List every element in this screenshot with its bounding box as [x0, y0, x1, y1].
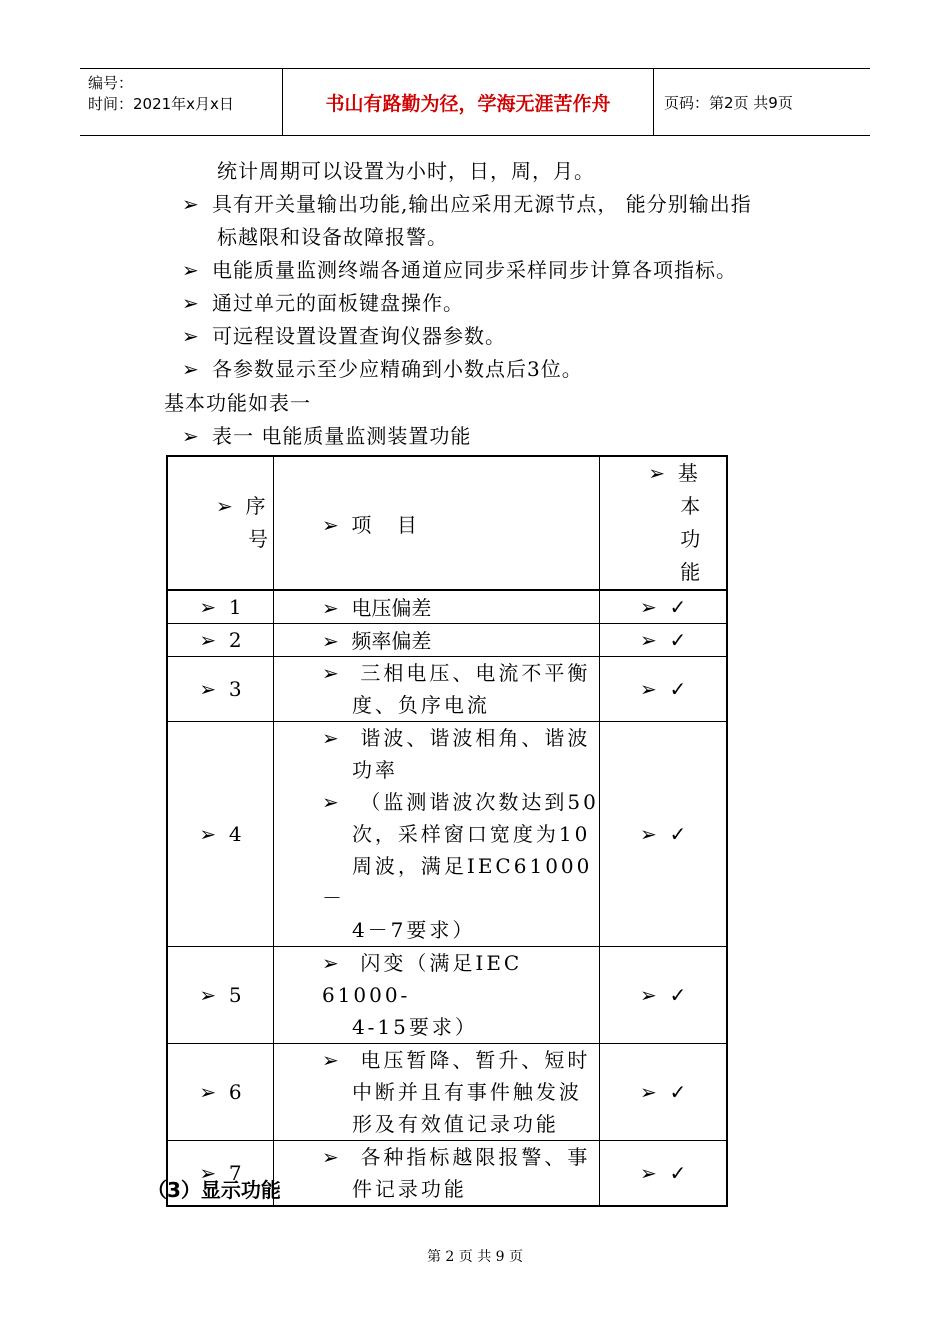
intro-text: 基本功能如表一 [164, 391, 311, 415]
table-row [167, 1043, 727, 1140]
row-number: ➢ 7 [167, 1140, 273, 1206]
bullet-arrow-icon: ➢ [199, 594, 217, 619]
section-title: （3）显示功能 [147, 1178, 281, 1202]
check-icon: ✓ [669, 676, 687, 701]
bullet-line: ➢ 通过单元的面板键盘操作。 [182, 287, 464, 320]
row-number: ➢ 2 [167, 623, 273, 656]
table-row [167, 656, 727, 721]
bullet-arrow-icon: ➢ [640, 1160, 657, 1185]
doc-number-label: 编号： [88, 74, 134, 92]
bullet-arrow-icon: ➢ [640, 594, 657, 619]
bullet-line: ➢ 具有开关量输出功能,输出应采用无源节点， 能分别输出指 [182, 188, 752, 221]
body-line: 统计周期可以设置为小时，日，周，月。 [217, 159, 595, 183]
table-caption: ➢ 表一 电能质量监测装置功能 [182, 420, 471, 453]
header-item: ➢ 项 目 [273, 456, 599, 590]
bullet-arrow-icon: ➢ [182, 324, 200, 348]
row-check [600, 721, 727, 946]
bullet-arrow-icon: ➢ [321, 596, 339, 621]
check-icon: ✓ [669, 982, 687, 1007]
bullet-arrow-icon: ➢ [199, 1079, 217, 1104]
bullet-arrow-icon: ➢ [321, 950, 342, 975]
table-row [167, 946, 727, 1043]
table-row [167, 623, 727, 656]
header-motto: 书山有路勤为径，学海无涯苦作舟 [282, 69, 654, 135]
bullet-arrow-icon: ➢ [182, 357, 200, 381]
header-function: ➢ 基 本 功 能 [600, 456, 727, 590]
bullet-line: ➢ 可远程设置设置查询仪器参数。 [182, 320, 506, 353]
row-item: ➢ 电压暂降、暂升、短时 中断并且有事件触发波 形及有效值记录功能 [273, 1043, 599, 1140]
bullet-arrow-icon: ➢ [321, 660, 342, 685]
row-item: ➢ 三相电压、电流不平衡 度、负序电流 [273, 656, 599, 721]
bullet-arrow-icon: ➢ [199, 821, 217, 846]
row-number: ➢ 5 [167, 946, 273, 1043]
bullet-line: ➢ 各参数显示至少应精确到小数点后3位。 [182, 353, 583, 386]
bullet-arrow-icon: ➢ [321, 1144, 342, 1169]
bullet-arrow-icon: ➢ [648, 461, 666, 485]
check-icon: ✓ [669, 1079, 687, 1104]
page-footer: 第 2 页 共 9 页 [426, 1249, 524, 1265]
row-item: ➢ 各种指标越限报警、事 件记录功能 [273, 1140, 599, 1206]
doc-time-label: 时间：2021年x月x日 [88, 95, 234, 113]
bullet-arrow-icon: ➢ [640, 1079, 657, 1104]
table-row [167, 590, 727, 623]
bullet-arrow-icon: ➢ [640, 982, 657, 1007]
bullet-arrow-icon: ➢ [321, 512, 339, 537]
row-item: ➢ 谐波、谐波相角、谐波 功率 ➢ （监测谐波次数达到50 次，采样窗口宽度为10 周波，满足IEC61000－ 4－7要求） [273, 721, 599, 946]
bullet-arrow-icon: ➢ [182, 192, 200, 216]
row-check [600, 590, 727, 623]
bullet-arrow-icon: ➢ [199, 1160, 217, 1185]
header-meta [80, 69, 282, 135]
bullet-arrow-icon: ➢ [199, 627, 217, 652]
bullet-arrow-icon: ➢ [321, 629, 339, 653]
row-check [600, 1043, 727, 1140]
table-header-row [167, 456, 727, 590]
bullet-arrow-icon: ➢ [321, 789, 342, 814]
bullet-line: ➢ 电能质量监测终端各通道应同步采样同步计算各项指标。 [182, 254, 737, 287]
row-item: ➢ 闪变（满足IEC 61000- 4-15要求） [273, 946, 599, 1043]
row-check [600, 1140, 727, 1206]
function-table [166, 455, 728, 1207]
bullet-arrow-icon: ➢ [199, 676, 217, 701]
header-no: ➢ 序 号 [167, 456, 273, 590]
header-page-info: 页码：第2页 共9页 [664, 93, 793, 112]
row-item: ➢ 电压偏差 [273, 590, 599, 623]
bullet-arrow-icon: ➢ [321, 1047, 342, 1072]
check-icon: ✓ [669, 594, 687, 619]
bullet-arrow-icon: ➢ [640, 676, 657, 701]
bullet-arrow-icon: ➢ [182, 258, 200, 282]
row-check [600, 623, 727, 656]
row-check [600, 946, 727, 1043]
bullet-arrow-icon: ➢ [321, 725, 342, 750]
bullet-arrow-icon: ➢ [640, 627, 657, 652]
row-check [600, 656, 727, 721]
bullet-arrow-icon: ➢ [199, 982, 217, 1007]
row-number: ➢ 1 [167, 590, 273, 623]
bullet-arrow-icon: ➢ [216, 494, 233, 518]
check-icon: ✓ [669, 821, 687, 846]
bullet-arrow-icon: ➢ [182, 291, 200, 315]
row-number: ➢ 3 [167, 656, 273, 721]
row-item: ➢ 频率偏差 [273, 623, 599, 656]
body-line: 标越限和设备故障报警。 [217, 225, 448, 249]
row-number: ➢ 4 [167, 721, 273, 946]
check-icon: ✓ [669, 627, 687, 652]
page-header [80, 68, 870, 136]
row-number: ➢ 6 [167, 1043, 273, 1140]
bullet-arrow-icon: ➢ [182, 424, 200, 448]
check-icon: ✓ [669, 1160, 687, 1185]
bullet-arrow-icon: ➢ [640, 821, 657, 846]
table-row [167, 721, 727, 946]
